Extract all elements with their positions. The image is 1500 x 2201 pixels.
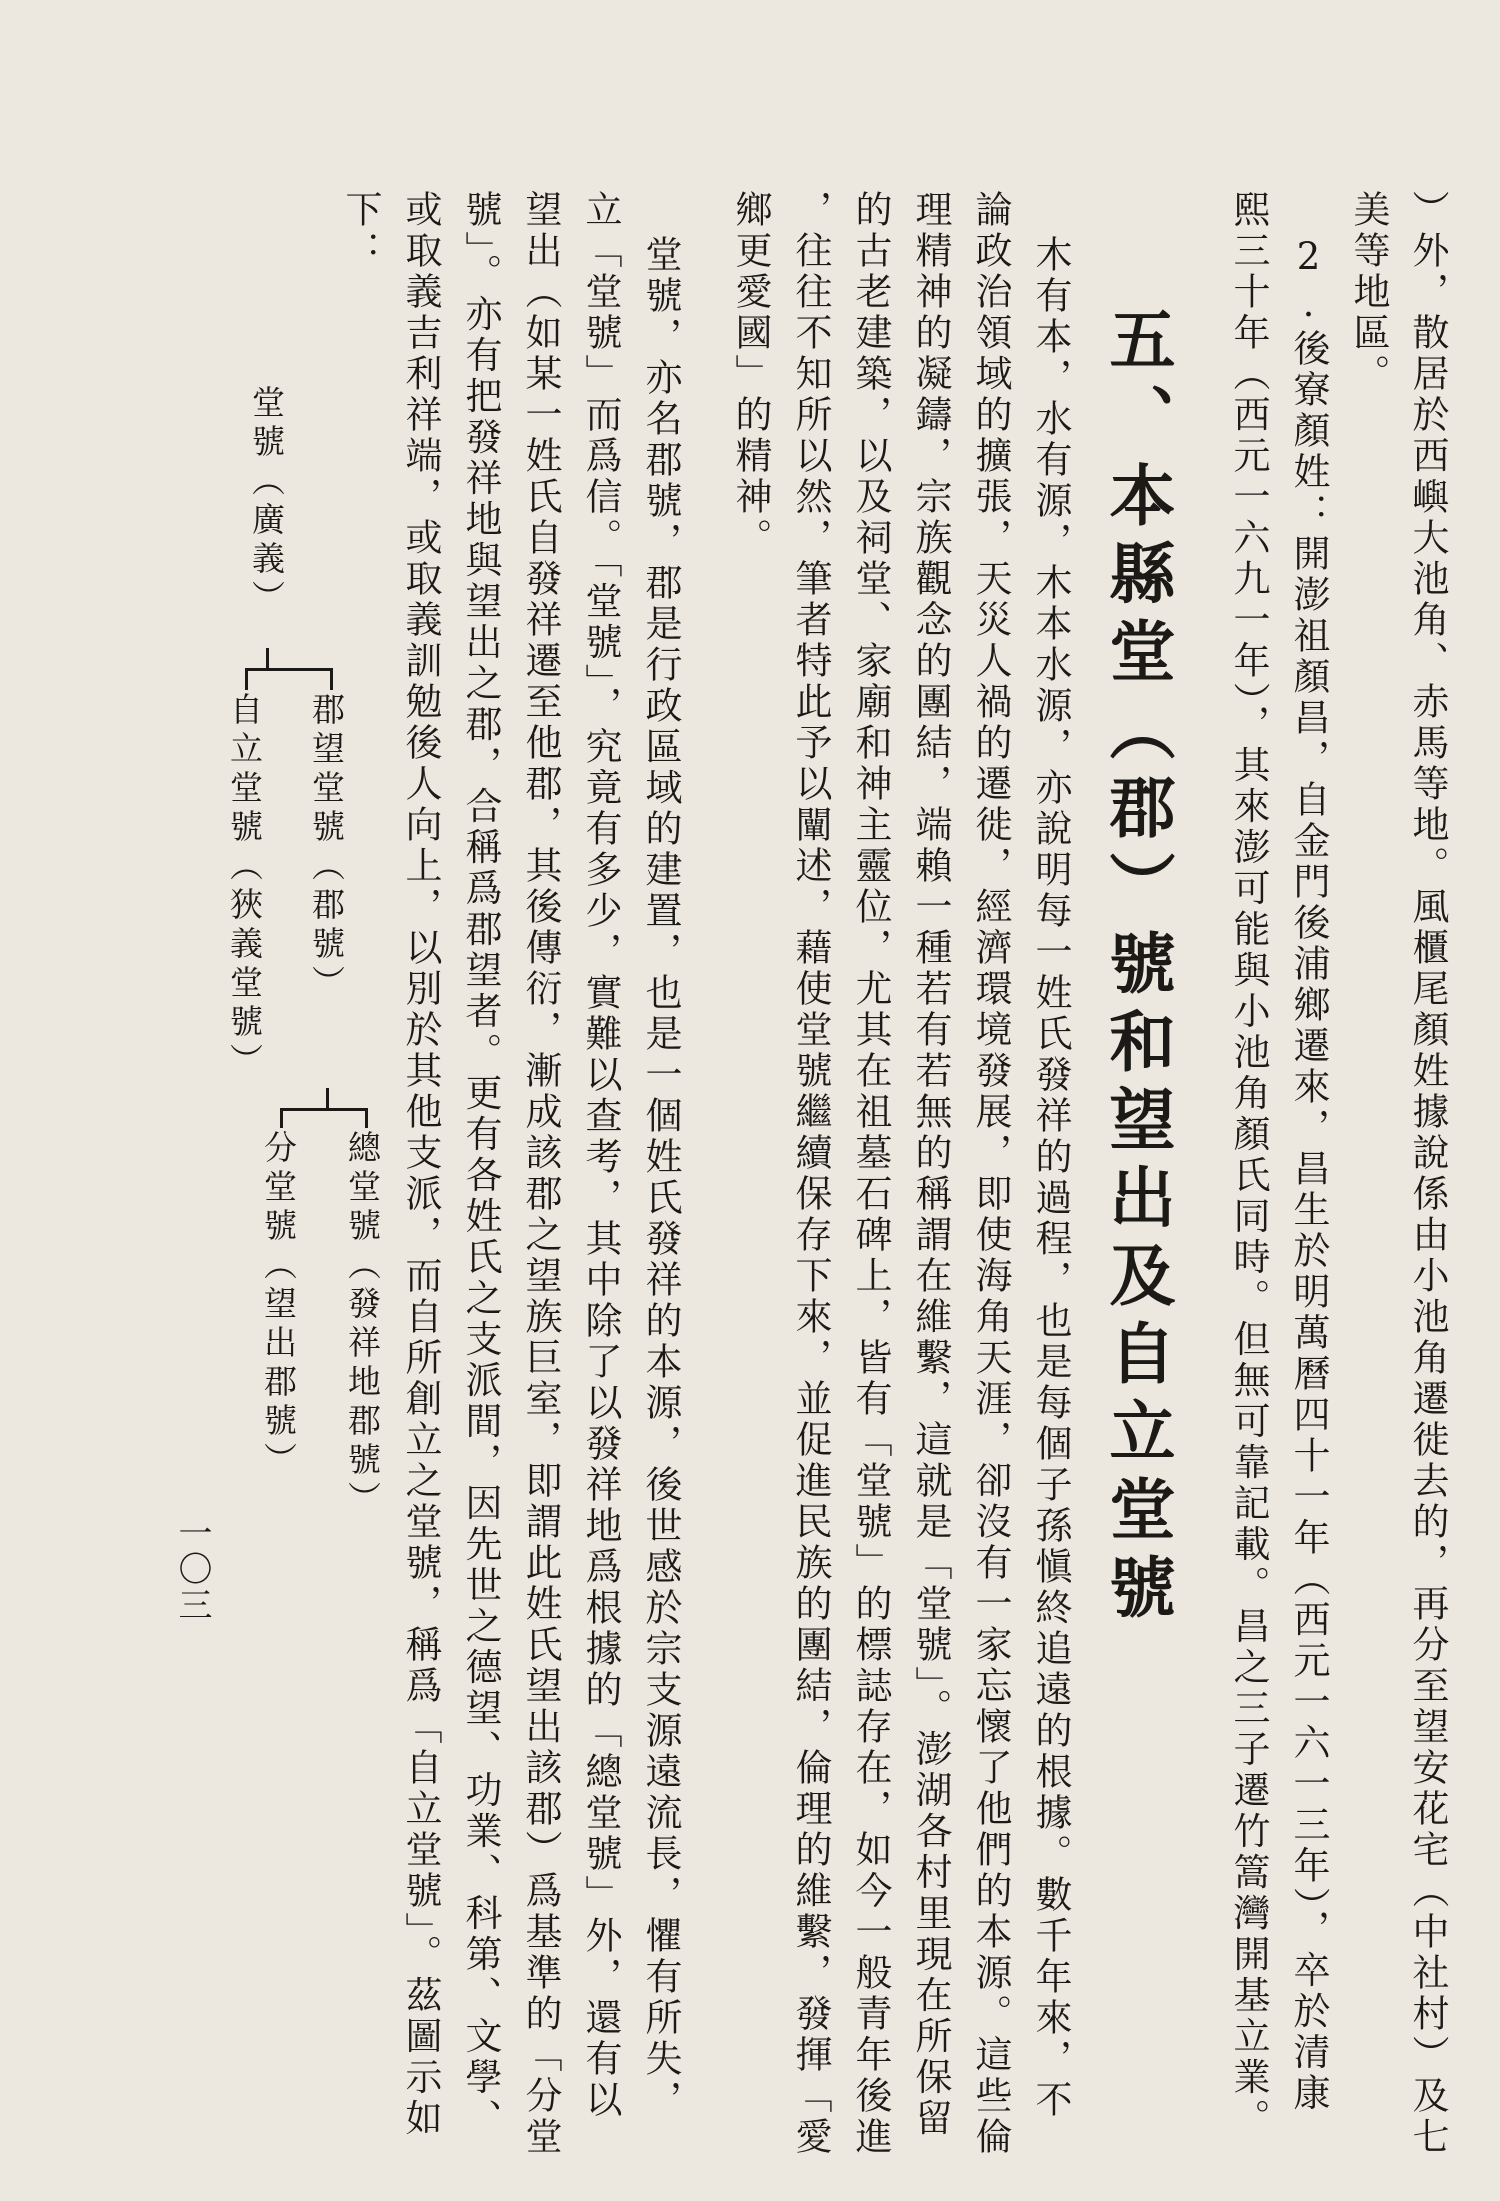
text-column: ，往往不知所以然，筆者特此予以闡述，藉使堂號繼續保存下來，並促進民族的團結，倫理的維繫，發揮「愛 [789, 190, 832, 2158]
text-column: ）外，散居於西嶼大池角、赤馬等地。風櫃尾顏姓據說係由小池角遷徙去的，再分至望安花宅（中社村）及七 [1406, 190, 1449, 2158]
text-column: 或取義吉利祥端，或取義訓勉後人向上，以別於其他支派，而自所創立之堂號，稱爲「自立堂號」。茲圖示如 [399, 190, 442, 2140]
text-column: 號」。亦有把發祥地與望出之郡，合稱爲郡望者。更有各姓氏之支派間，因先世之德望、功業、科第、文學、 [459, 190, 502, 2140]
diagram-leaf-a1: 總堂號（發祥地郡號） [343, 1130, 382, 1520]
diagram-connector [245, 668, 333, 671]
diagram-connector [326, 1088, 329, 1110]
diagram-branch-a: 郡望堂號（郡號） [307, 692, 346, 1004]
diagram-connector [266, 648, 269, 670]
text-column: 的古老建築，以及祠堂、家廟和神主靈位，尤其在祖墓石碑上，皆有「堂號」的標誌存在，如今一般青年後進 [849, 190, 892, 2158]
diagram-connector [365, 1108, 368, 1128]
text-column: 理精神的凝鑄，宗族觀念的團結，端賴一種若有若無的稱謂在維繫，這就是「堂號」。澎湖各村里現在所保留 [909, 190, 952, 2140]
section-heading: 五、本縣堂（郡）號和望出及自立堂號 [1098, 305, 1176, 1631]
text-column: 論政治領域的擴張，天災人禍的遷徙，經濟環境發展，即使海角天涯，卻沒有一家忘懷了他們的本源。這些倫 [969, 190, 1012, 2158]
text-column: 立「堂號」而爲信。「堂號」，究竟有多少，實難以查考，其中除了以發祥地爲根據的「總堂號」外，還有以 [579, 190, 622, 2121]
text-column: 望出（如某一姓氏自發祥遷至他郡，其後傳衍，漸成該郡之望族巨室，即謂此姓氏望出該郡）爲基準的「分堂 [519, 190, 562, 2158]
text-column: 下： [339, 190, 382, 272]
text-column: 木有本，水有源，木本水源，亦說明每一姓氏發祥的過程，也是每個子孫愼終追遠的根據。數千年來，不 [1029, 235, 1072, 2121]
text-column: 2.後寮顏姓：開澎祖顏昌，自金門後浦鄉遷來，昌生於明萬曆四十一年（西元一六一三年），卒於清康 [1287, 235, 1330, 2115]
diagram-connector [280, 1108, 283, 1128]
diagram-connector [245, 668, 248, 690]
diagram-connector [330, 668, 333, 690]
diagram-connector [280, 1108, 368, 1111]
text-column: 鄉更愛國」的精神。 [729, 190, 772, 559]
text-column: 熙三十年（西元一六九一年），其來澎可能與小池角顏氏同時。但無可靠記載。昌之三子遷竹篙灣開基立業。 [1227, 190, 1270, 2140]
diagram-leaf-a2: 分堂號（望出郡號） [259, 1130, 298, 1481]
text-column: 美等地區。 [1347, 190, 1390, 395]
diagram-root: 堂號（廣義） [247, 385, 286, 619]
text-column: 堂號，亦名郡號，郡是行政區域的建置，也是一個姓氏發祥的本源，後世感於宗支源遠流長，懼有所失， [639, 235, 682, 2121]
diagram-branch-b: 自立堂號（狹義堂號） [225, 692, 264, 1082]
page-number: 一〇三 [172, 1515, 212, 1623]
